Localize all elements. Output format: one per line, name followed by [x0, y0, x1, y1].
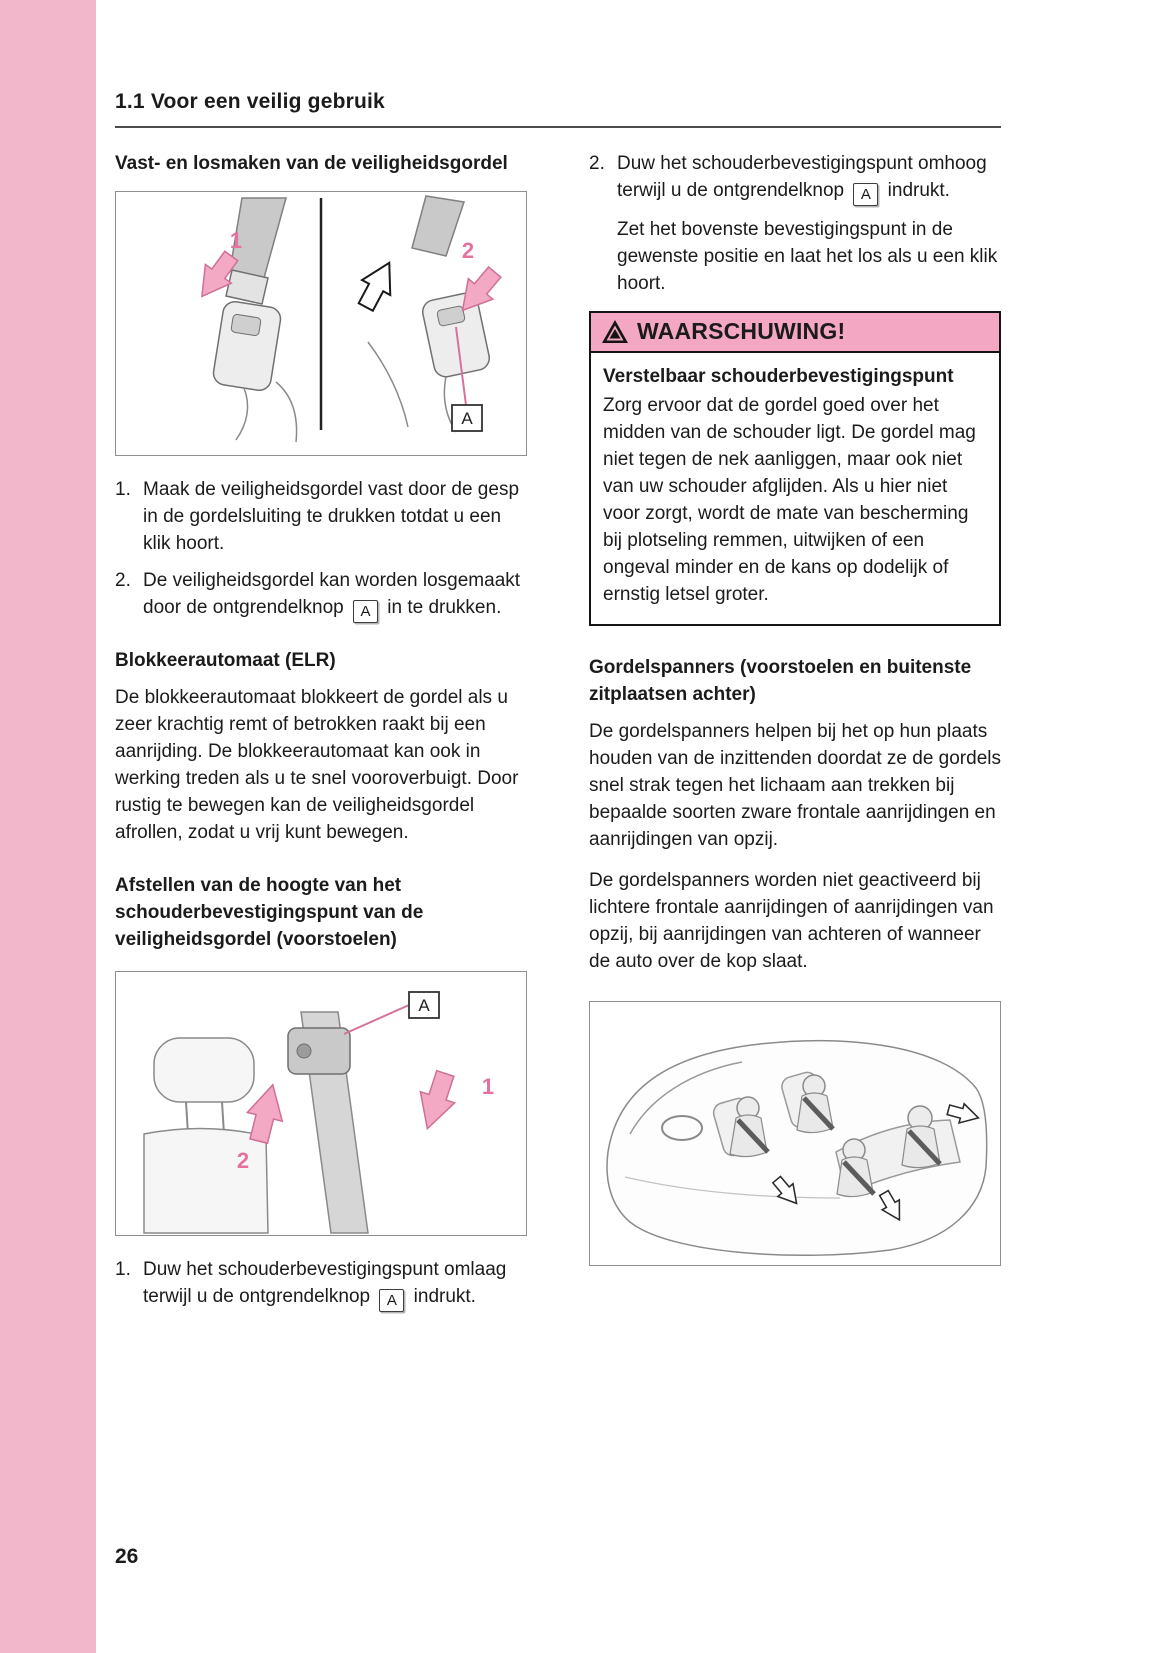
list-number: 1.: [115, 479, 131, 500]
list-number: 1.: [115, 1259, 131, 1280]
right-column: [589, 150, 1001, 1322]
list-item-adjust-2: [589, 150, 1001, 206]
release-panel: [352, 196, 507, 432]
list-text: [143, 1256, 527, 1312]
buckle-illustration-svg: [116, 192, 526, 455]
figure-buckle-illustration: [115, 191, 527, 456]
list-text: [143, 567, 527, 623]
warning-header: [591, 313, 999, 353]
warning-box: [589, 311, 1001, 626]
text-segment: De veiligheidsgordel kan worden losgemaakt door de ontgrendelknop: [143, 570, 521, 618]
fig1-marker-2: 2: [461, 238, 475, 263]
text-segment: Duw het schouderbevestigingspunt omlaag terwijl u de ontgrendelknop: [143, 1259, 507, 1307]
release-button-key-label: A: [353, 600, 378, 623]
headrest-shape: [154, 1038, 254, 1102]
list-item-fasten-2: [115, 567, 527, 623]
note-set-position: Zet het bovenste bevestigingspunt in de gewenste positie en laat het los als u een klik hoort.: [617, 219, 998, 294]
seatback-shape: [144, 1128, 268, 1233]
paragraph-pretensioners-2: De gordelspanners worden niet geactiveerd bij lichtere frontale aanrijdingen of aanrijdingen van opzij, bij aanrijdingen van achteren of wanneer de auto over de kop slaat.: [589, 870, 994, 972]
fasten-panel: [189, 198, 297, 442]
release-white-arrow: [352, 255, 404, 314]
fig2-label-a: A: [418, 996, 430, 1015]
list-item-fasten-1: [115, 476, 527, 557]
page-edge-band: [0, 0, 96, 1653]
warning-text: Zorg ervoor dat de gordel goed over het midden van de schouder ligt. De gordel mag niet tegen de nek aanliggen, maar ook niet van uw schouder afglijden. Als u hier niet voor zorgt, wordt de mate van bescherming bij plotseling remmen, uitwijken of een ongeval minder en de kans op dodelijk of ernstig letsel groter.: [603, 395, 976, 605]
list-item-adjust-1: [115, 1256, 527, 1312]
figure-pretensioners-illustration: [589, 1001, 1001, 1266]
fig2-pointer-line: [344, 1005, 409, 1034]
list-text: [617, 150, 1001, 206]
heading-elr: Blokkeerautomaat (ELR): [115, 650, 336, 671]
fig2-marker-2: 2: [236, 1148, 250, 1173]
paragraph-pretensioners-1: De gordelspanners helpen bij het op hun plaats houden van de inzittenden doordat ze de gordels snel strak tegen het lichaam aan trekken bij bepaalde soorten zware frontale aanrijdingen en aanrijdingen van opzij.: [589, 721, 1001, 850]
warning-title: WAARSCHUWING!: [637, 318, 846, 344]
manual-page: [115, 0, 1001, 1653]
heading-fasten-release: Vast- en losmaken van de veiligheidsgordel: [115, 153, 508, 174]
list-number: 2.: [115, 570, 131, 591]
text-segment: in te drukken.: [387, 597, 502, 618]
warning-icon: [601, 319, 629, 344]
text-segment: Duw het schouderbevestigingspunt omhoog terwijl u de ontgrendelknop: [617, 153, 987, 201]
text-segment: indrukt.: [413, 1286, 476, 1307]
move-down-arrow: [410, 1068, 462, 1134]
paragraph-elr: De blokkeerautomaat blokkeert de gordel als u zeer krachtig remt of betrokken raakt bij een aanrijding. De blokkeerautomaat kan ook in werking treden als u te snel vooroverbuigt. Door rustig te bewegen kan de veiligheidsgordel afrollen, zodat u vrij kunt bewegen.: [115, 687, 519, 843]
list-text: Maak de veiligheidsgordel vast door de gesp in de gordelsluiting te drukken totdat u een klik hoort.: [143, 479, 520, 554]
page-number: 26: [115, 1545, 139, 1568]
release-button-key-label: A: [853, 183, 878, 206]
left-column: [115, 150, 527, 1322]
figure-shoulder-anchor-illustration: [115, 971, 527, 1236]
page-header: [115, 0, 1001, 128]
fig1-marker-1: 1: [229, 228, 243, 253]
text-segment: indrukt.: [887, 180, 950, 201]
heading-shoulder-adjust: Afstellen van de hoogte van het schouderbevestigingspunt van de veiligheidsgordel (voorstoelen): [115, 875, 424, 950]
release-button-key-label: A: [379, 1289, 404, 1312]
fig2-marker-1: 1: [481, 1074, 495, 1099]
warning-body: [591, 353, 999, 624]
pretensioners-svg: [590, 1002, 1000, 1265]
chapter-title: 1.1 Voor een veilig gebruik: [115, 90, 385, 113]
shoulder-anchor-svg: [116, 972, 526, 1235]
heading-pretensioners: Gordelspanners (voorstoelen en buitenste zitplaatsen achter): [589, 657, 972, 705]
list-number: 2.: [589, 153, 605, 174]
fig1-label-a: A: [461, 409, 473, 428]
warning-subheading: Verstelbaar schouderbevestigingspunt: [603, 366, 954, 387]
